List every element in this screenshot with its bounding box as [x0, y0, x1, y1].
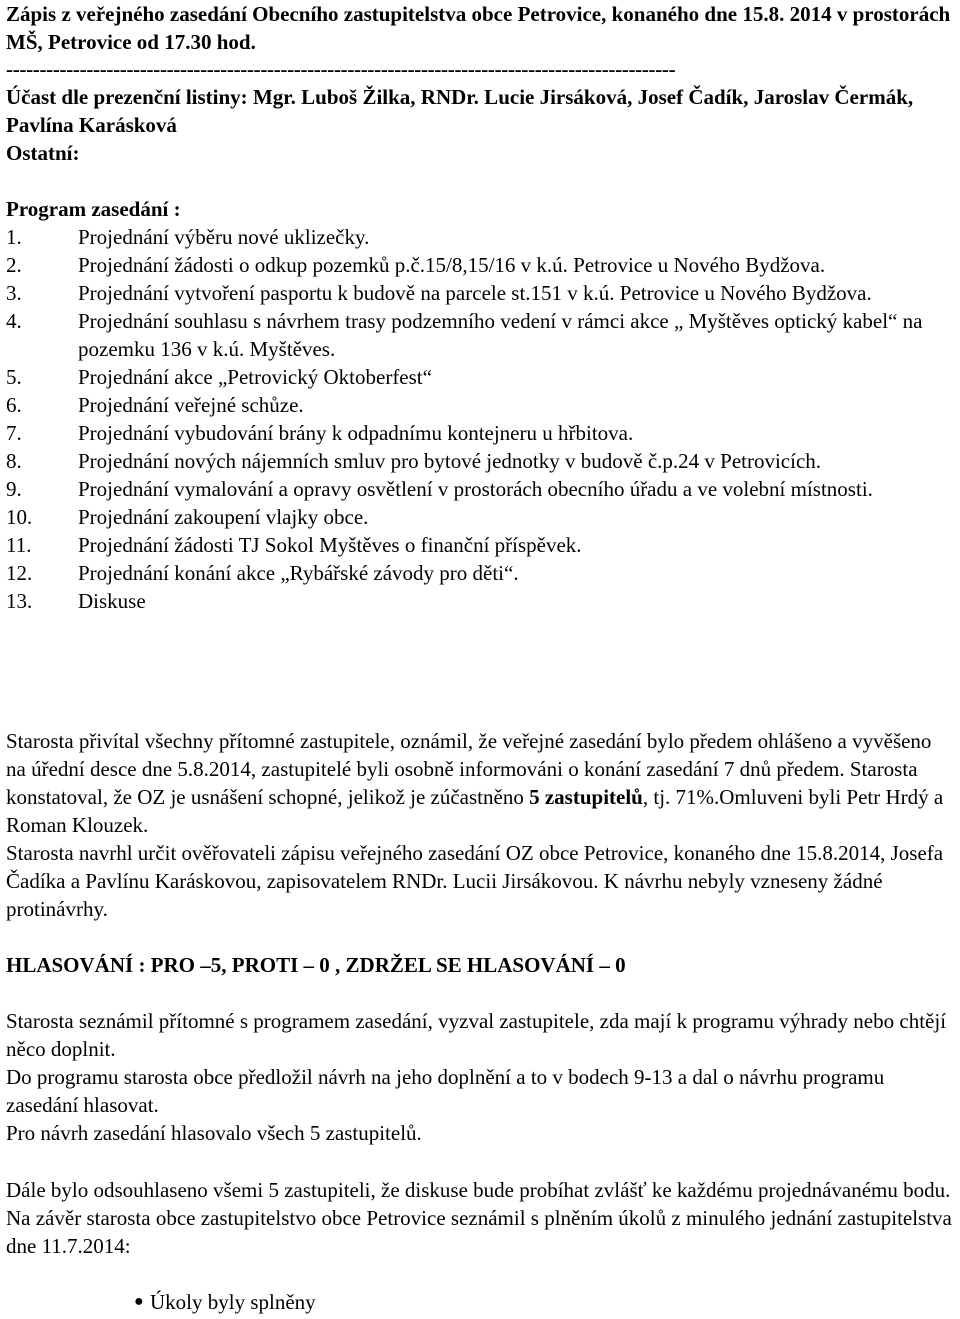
agenda-item-text: Projednání žádosti TJ Sokol Myštěves o finanční příspěvek.: [78, 533, 582, 557]
agenda-item: [6, 279, 960, 307]
program-intro-paragraph: Starosta seznámil přítomné s programem zasedání, vyzval zastupitele, zda mají k programu výhrady nebo chtějí něco doplnit.: [6, 1009, 947, 1061]
agenda-item-number: 3.: [6, 281, 22, 305]
attendance-names: Mgr. Luboš Žilka, RNDr. Lucie Jirsáková, Josef Čadík, Jaroslav Čermák, Pavlína Karásková: [6, 85, 914, 137]
others-label: Ostatní:: [6, 141, 80, 165]
agenda-item-number: 12.: [6, 561, 33, 585]
agenda-item-text: Projednání konání akce „Rybářské závody pro děti“.: [78, 561, 519, 585]
program-amendment-paragraph: Do programu starosta obce předložil návrh na jeho doplnění a to v bodech 9-13 a dal o návrhu programu zasedání hlasovat.: [6, 1065, 885, 1117]
agenda-item-text: Projednání vytvoření pasportu k budově na parcele st.151 v k.ú. Petrovice u Nového Bydžova.: [78, 281, 872, 305]
agenda-item: [6, 475, 960, 503]
agenda-item-text: Diskuse: [78, 589, 146, 613]
tasks-paragraph: Na závěr starosta obce zastupitelstvo obce Petrovice seznámil s plněním úkolů z minulého jednání zastupitelstva dne 11.7.2014:: [6, 1206, 952, 1258]
program-vote-paragraph: Pro návrh zasedání hlasovalo všech 5 zastupitelů.: [6, 1121, 422, 1145]
bullet-dot-icon: ●: [134, 1293, 144, 1310]
agenda-item: [6, 559, 960, 587]
agenda-item-text: Projednání vybudování brány k odpadnímu kontejneru u hřbitova.: [78, 421, 634, 445]
agenda-item-number: 7.: [6, 421, 22, 445]
bullet-item: [134, 1288, 316, 1316]
agenda-item: [6, 363, 960, 391]
opening-paragraph: [6, 727, 956, 839]
verifiers-paragraph: Starosta navrhl určit ověřovateli zápisu veřejného zasedání OZ obce Petrovice, konaného dne 15.8.2014, Josefa Čadíka a Pavlínu Karáskovou, zapisovatelem RNDr. Lucii Jirsákovou. K návrhu nebyly vzneseny žádné protinávrhy.: [6, 841, 944, 921]
bullet-text: Úkoly byly splněny: [150, 1290, 316, 1314]
agenda-item: [6, 447, 960, 475]
agenda-item-number: 4.: [6, 309, 22, 333]
agenda-item-number: 10.: [6, 505, 33, 529]
quorum-count: 5 zastupitelů: [529, 785, 643, 809]
agenda-item-number: 11.: [6, 533, 32, 557]
agenda-item: [6, 587, 960, 615]
program-heading: Program zasedání :: [6, 197, 181, 221]
agenda-item: [6, 223, 960, 251]
vote-result: HLASOVÁNÍ : PRO –5, PROTI – 0 , ZDRŽEL SE HLASOVÁNÍ – 0: [6, 953, 626, 977]
agenda-item-text: Projednání souhlasu s návrhem trasy podzemního vedení v rámci akce „ Myštěves optický kabel“ na pozemku 136 v k.ú. Myštěves.: [78, 309, 923, 361]
separator-line: ----------------------------------------------------------------------------------------------------: [6, 57, 676, 81]
agenda-item-number: 9.: [6, 477, 22, 501]
agenda-item: [6, 391, 960, 419]
discussion-paragraph: Dále bylo odsouhlaseno všemi 5 zastupiteli, že diskuse bude probíhat zvlášť ke každému projednávanému bodu.: [6, 1178, 951, 1202]
agenda-item-text: Projednání veřejné schůze.: [78, 393, 304, 417]
agenda-item: [6, 251, 960, 279]
agenda-item: [6, 307, 960, 363]
agenda-item-text: Projednání výběru nové uklizečky.: [78, 225, 370, 249]
agenda-item-number: 1.: [6, 225, 22, 249]
agenda-item-number: 6.: [6, 393, 22, 417]
attendance-label: Účast dle prezenční listiny:: [6, 85, 248, 109]
agenda-item-number: 13.: [6, 589, 33, 613]
agenda-list: [6, 223, 960, 615]
agenda-item: [6, 531, 960, 559]
agenda-item: [6, 419, 960, 447]
opening-section: [6, 727, 956, 923]
agenda-item-text: Projednání vymalování a opravy osvětlení v prostorách obecního úřadu a ve volební místnosti.: [78, 477, 873, 501]
absence-text: , tj. 71%.Omluveni byli Petr Hrdý a Roman Klouzek.: [6, 785, 944, 837]
opening-text: Starosta přivítal všechny přítomné zastupitele, oznámil, že veřejné zasedání bylo předem ohlášeno a vyvěšeno na úřední desce dne 5.8.2014, zastupitelé byli osobně informováni o konání zasedání 7 dnů předem. Starosta konstatoval, že OZ je usnášení schopné, jelikož je zúčastněno: [6, 729, 932, 809]
closing-section: [6, 1176, 956, 1260]
attendance-line: [6, 83, 956, 139]
agenda-item: [6, 503, 960, 531]
document-title: Zápis z veřejného zasedání Obecního zastupitelstva obce Petrovice, konaného dne 15.8. 2014 v prostorách MŠ, Petrovice od 17.30 hod.: [6, 2, 951, 54]
agenda-item-number: 2.: [6, 253, 22, 277]
agenda-item-text: Projednání žádosti o odkup pozemků p.č.15/8,15/16 v k.ú. Petrovice u Nového Bydžova.: [78, 253, 826, 277]
agenda-item-text: Projednání zakoupení vlajky obce.: [78, 505, 369, 529]
agenda-item-text: Projednání nových nájemních smluv pro bytové jednotky v budově č.p.24 v Petrovicích.: [78, 449, 822, 473]
agenda-item-number: 8.: [6, 449, 22, 473]
program-approval-section: [6, 1007, 956, 1147]
agenda-item-number: 5.: [6, 365, 22, 389]
agenda-item-text: Projednání akce „Petrovický Oktoberfest“: [78, 365, 432, 389]
